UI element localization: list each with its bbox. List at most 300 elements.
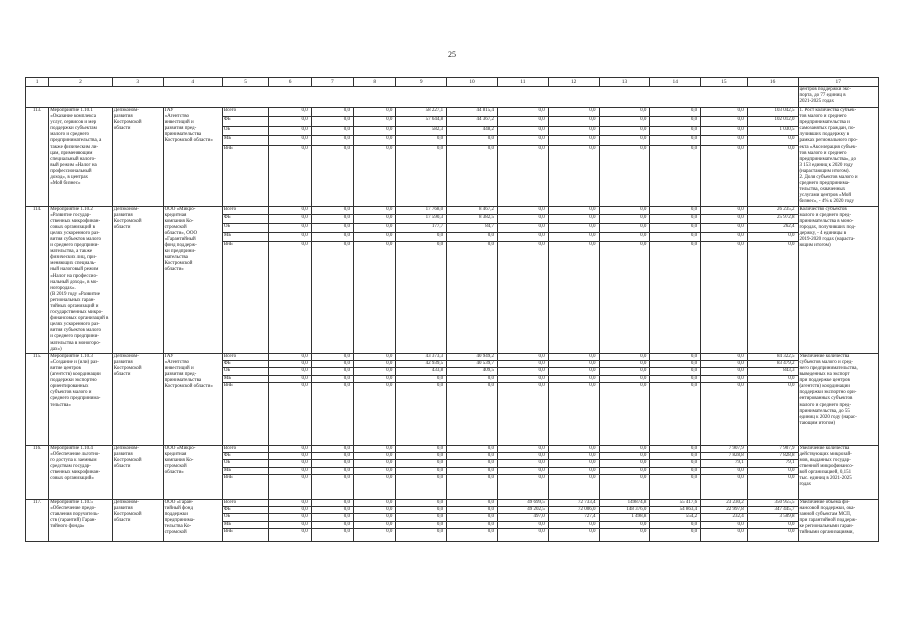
amount-cell: 0,0 [497,453,548,460]
amount-cell: 0,0 [747,375,798,382]
amount-cell: 232,4 [701,514,748,521]
amount-cell: 148 376,0 [599,507,650,514]
executor-cell: ООО «Микро- кредитная компания Ко- стромской области» [163,445,222,499]
amount-cell: 0,0 [548,117,599,126]
amount-cell: 0,0 [701,353,748,360]
expected-result-cell: 1. Рост количества субъек- тов малого и среднего предпринимательства и самозанятых граждан, по- лучивших поддержку в рамках регионального про- екта «Акселерация субъек- тов малого и среднего предпринимательства», до 3 153 единиц к 2020 году (нарастающим итогом). 2. Доля субъектов малого и среднего предпринима- тельства, охваченных услугами центров «Мой бизнес», - 4% к 2020 году [798,108,879,207]
funding-source-label: ФБ [222,215,269,224]
executor-cell: ГАУ «Агентство инвестиций и развития пред- принимательства Костромской области» [163,353,222,445]
amount-cell: 0,0 [650,445,701,452]
program-activities-table [25,77,879,542]
amount-cell: 0,0 [269,382,311,445]
funding-source-label: ВнБ [222,145,269,206]
amount-cell: 0,0 [701,528,748,541]
amount-cell: 55 417,6 [650,499,701,506]
amount-cell: 0,0 [747,382,798,445]
amount-cell: 448,2 [447,126,498,135]
measure-cell: Мероприятие 1.10.1 «Оказание комплекса услуг, сервисов и мер поддержки субъектам малого и среднего предпринимательства, а также физическим ли- цам, применяющим специальный налого- вый режим «Налог на профессиональный доход», в центрах «Мой бизнес» [49,108,112,207]
amount-cell: 0,0 [599,353,650,360]
amount-cell: 0,0 [701,126,748,135]
amount-cell: 0,0 [497,117,548,126]
amount-cell: 0,0 [311,145,353,206]
amount-cell: 0,0 [396,453,447,460]
amount-cell: 0,0 [311,375,353,382]
amount-cell: 0,0 [354,241,396,353]
continuation-cell: центров поддержки экс- порта, до 77 единиц в 2021-2025 годах [798,87,879,108]
amount-cell: 0,0 [354,361,396,368]
column-number-cell: 5 [222,78,269,87]
measure-cell: Мероприятие 1.10.4 «Обеспечение льготно- го доступа к заемным средствам государ- ственных микрофинан- совых организаций» [49,445,112,499]
amount-cell: 0,0 [497,361,548,368]
amount-cell: 0,0 [548,453,599,460]
amount-cell: 0,0 [548,474,599,499]
amount-cell: 0,0 [354,232,396,241]
amount-cell: 0,0 [701,361,748,368]
amount-cell: 0,0 [311,507,353,514]
funding-source-label: МБ [222,521,269,528]
amount-cell: 0,0 [701,117,748,126]
amount-cell: 0,0 [311,126,353,135]
amount-cell: 43 373,3 [396,353,447,360]
amount-cell: 0,0 [701,241,748,353]
funding-source-label: Всего [222,353,269,360]
amount-cell: 0,0 [497,474,548,499]
amount-cell: 1 030,5 [747,126,798,135]
department-cell: Депэконом- развития Костромской области [112,206,163,353]
amount-cell: 0,0 [599,136,650,145]
amount-cell: 0,0 [548,528,599,541]
department-cell: Депэконом- развития Костромской области [112,353,163,445]
amount-cell: 0,0 [311,232,353,241]
amount-cell: 0,0 [269,126,311,135]
funding-source-label: ВнБ [222,474,269,499]
funding-source-label: ОБ [222,460,269,467]
amount-cell: 25 972,8 [747,215,798,224]
amount-cell: 0,0 [747,474,798,499]
column-number-cell: 8 [354,78,396,87]
column-number-row [26,78,879,87]
amount-cell: 0,0 [447,445,498,452]
amount-cell: 54 863,4 [650,507,701,514]
amount-cell: 0,0 [269,224,311,233]
amount-cell: 0,0 [599,453,650,460]
amount-cell: 0,0 [311,215,353,224]
amount-cell: 0,0 [599,467,650,474]
funding-source-label: Всего [222,499,269,506]
amount-cell: 0,0 [269,460,311,467]
amount-cell: 40 539,7 [447,361,498,368]
amount-cell: 0,0 [747,136,798,145]
amount-cell: 0,0 [269,499,311,506]
amount-cell: 7 828,8 [747,453,798,460]
amount-cell: 7 828,8 [701,453,748,460]
amount-cell: 0,0 [548,145,599,206]
amount-cell: 0,0 [497,224,548,233]
column-number-cell: 16 [747,78,798,87]
amount-cell: 0,0 [269,353,311,360]
amount-cell: 0,0 [548,361,599,368]
department-cell: Депэконом- развития Костромской области [112,445,163,499]
amount-cell: 0,0 [497,375,548,382]
funding-source-label: МБ [222,375,269,382]
amount-cell: 843,3 [747,368,798,375]
amount-cell: 727,4 [548,514,599,521]
amount-cell: 0,0 [269,241,311,353]
measure-cell: Мероприятие 1.10.3 «Создание и (или) раз- витие центров (агентств) координации поддержки экспортно ориентированных субъектов малого и среднего предпринима- тельства» [49,353,112,445]
amount-cell: 8 467,2 [447,206,498,215]
table-row [26,206,879,215]
amount-cell: 0,0 [548,206,599,215]
amount-cell: 433,8 [396,368,447,375]
amount-cell: 0,0 [548,136,599,145]
amount-cell: 0,0 [747,145,798,206]
amount-cell: 0,0 [311,460,353,467]
amount-cell: 0,0 [701,145,748,206]
amount-cell: 0,0 [497,353,548,360]
amount-cell: 0,0 [599,474,650,499]
amount-cell: 84 322,5 [747,353,798,360]
amount-cell: 0,0 [354,353,396,360]
amount-cell: 0,0 [269,117,311,126]
amount-cell: 0,0 [548,368,599,375]
amount-cell: 0,0 [447,460,498,467]
expected-result-cell: Увеличение объема фи- нансовой поддержки, ока- занной субъектам МСП, при гарантийной поддерж- ке региональными гаран- тийными организациями, [798,499,879,541]
amount-cell: 0,0 [354,117,396,126]
amount-cell: 58 227,1 [396,108,447,117]
amount-cell: 0,0 [599,368,650,375]
amount-cell: 0,0 [396,528,447,541]
amount-cell: 83 479,2 [747,361,798,368]
expected-result-cell: Увеличение количества действующих микрозай- мов, выданных государ- ственной микрофинансо- вой организацией, 0,151 тыс. единиц в 2021-2025 годах [798,445,879,499]
column-number-cell: 3 [112,78,163,87]
amount-cell: 0,0 [497,467,548,474]
amount-cell: 0,0 [354,375,396,382]
row-number: 115. [26,353,49,445]
amount-cell: 0,0 [650,453,701,460]
amount-cell: 0,0 [269,145,311,206]
amount-cell: 0,0 [548,445,599,452]
amount-cell: 0,0 [311,382,353,445]
amount-cell: 17 590,3 [396,215,447,224]
amount-cell: 582,3 [396,126,447,135]
funding-source-label: ФБ [222,361,269,368]
amount-cell: 0,0 [747,241,798,353]
page-number: 25 [448,50,456,59]
amount-cell: 0,0 [396,382,447,445]
amount-cell: 0,0 [396,136,447,145]
amount-cell: 0,0 [396,241,447,353]
amount-cell: 0,0 [701,368,748,375]
column-number-cell: 10 [447,78,498,87]
amount-cell: 0,0 [650,382,701,445]
amount-cell: 0,0 [497,145,548,206]
column-number-cell: 14 [650,78,701,87]
amount-cell: 0,0 [269,206,311,215]
funding-source-label: Всего [222,445,269,452]
amount-cell: 0,0 [354,467,396,474]
amount-cell: 0,0 [650,215,701,224]
amount-cell: 0,0 [548,353,599,360]
amount-cell: 0,0 [497,215,548,224]
amount-cell: 0,0 [701,108,748,117]
amount-cell: 0,0 [447,145,498,206]
funding-source-label: ВнБ [222,382,269,445]
amount-cell: 0,0 [650,474,701,499]
amount-cell: 0,0 [548,232,599,241]
amount-cell: 44 367,2 [447,117,498,126]
amount-cell: 0,0 [269,445,311,452]
amount-cell: 0,0 [447,499,498,506]
column-number-cell: 4 [163,78,222,87]
funding-source-label: МБ [222,232,269,241]
amount-cell: 0,0 [311,206,353,215]
amount-cell: 0,0 [650,368,701,375]
amount-cell: 0,0 [650,375,701,382]
amount-cell: 49 202,5 [497,507,548,514]
amount-cell: 42 939,5 [396,361,447,368]
amount-cell: 0,0 [354,108,396,117]
department-cell: Депэконом- развития Костромской области [112,108,163,207]
amount-cell: 554,2 [650,514,701,521]
amount-cell: 497,0 [497,514,548,521]
amount-cell: 0,0 [548,108,599,117]
amount-cell: 0,0 [650,353,701,360]
amount-cell: 0,0 [269,514,311,521]
amount-cell: 0,0 [354,368,396,375]
amount-cell: 0,0 [447,136,498,145]
amount-cell: 0,0 [311,361,353,368]
amount-cell: 0,0 [447,507,498,514]
amount-cell: 177,7 [396,224,447,233]
column-number-cell: 12 [548,78,599,87]
table-row [26,445,879,452]
amount-cell: 103 042,5 [747,108,798,117]
amount-cell: 0,0 [396,514,447,521]
amount-cell: 0,0 [396,375,447,382]
amount-cell: 0,0 [447,474,498,499]
amount-cell: 0,0 [650,206,701,215]
executor-cell: ГАУ «Агентство инвестиций и развития пред- принимательства Костромской области» [163,108,222,207]
amount-cell: 0,0 [701,521,748,528]
amount-cell: 0,0 [311,453,353,460]
amount-cell: 0,0 [701,232,748,241]
amount-cell: 8 382,5 [447,215,498,224]
column-number-cell: 9 [396,78,447,87]
amount-cell: 0,0 [701,224,748,233]
column-number-cell: 13 [599,78,650,87]
funding-source-label: ОБ [222,514,269,521]
amount-cell: 0,0 [354,453,396,460]
amount-cell: 1 498,8 [599,514,650,521]
amount-cell: 0,0 [497,368,548,375]
table-body [26,78,879,542]
funding-source-label: ОБ [222,368,269,375]
amount-cell: 0,0 [354,460,396,467]
amount-cell: 0,0 [599,232,650,241]
amount-cell: 0,0 [497,108,548,117]
amount-cell: 0,0 [447,514,498,521]
funding-source-label: ФБ [222,453,269,460]
amount-cell: 0,0 [354,215,396,224]
amount-cell: 57 644,8 [396,117,447,126]
amount-cell: 0,0 [396,445,447,452]
amount-cell: 0,0 [747,528,798,541]
amount-cell: 0,0 [548,382,599,445]
column-number-cell: 1 [26,78,49,87]
amount-cell: 0,0 [354,514,396,521]
amount-cell: 0,0 [354,206,396,215]
amount-cell: 0,0 [497,232,548,241]
amount-cell: 0,0 [354,136,396,145]
amount-cell: 0,0 [599,361,650,368]
row-number: 114. [26,206,49,353]
amount-cell: 0,0 [447,453,498,460]
amount-cell: 0,0 [548,215,599,224]
amount-cell: 7 907,9 [747,445,798,452]
amount-cell: 0,0 [311,521,353,528]
amount-cell: 0,0 [497,126,548,135]
amount-cell: 0,0 [599,206,650,215]
amount-cell: 72 006,0 [548,507,599,514]
amount-cell: 0,0 [269,453,311,460]
amount-cell: 0,0 [650,108,701,117]
amount-cell: 0,0 [599,460,650,467]
amount-cell: 0,0 [599,224,650,233]
table-row [26,108,879,117]
amount-cell: 350 955,5 [747,499,798,506]
expected-result-cell: Количество субъектов малого и среднего пред- принимательства в моно- городах, получивших под- держку, - 4 единицы в 2019-2020 годах (нараста- ющим итогом) [798,206,879,353]
funding-source-label: ОБ [222,224,269,233]
amount-cell: 409,5 [447,368,498,375]
amount-cell: 0,0 [354,126,396,135]
amount-cell: 84,7 [447,224,498,233]
amount-cell: 0,0 [396,145,447,206]
amount-cell: 0,0 [311,108,353,117]
amount-cell: 0,0 [396,232,447,241]
amount-cell: 0,0 [311,514,353,521]
column-number-cell: 2 [49,78,112,87]
amount-cell: 0,0 [548,224,599,233]
amount-cell: 0,0 [599,241,650,353]
amount-cell: 0,0 [311,467,353,474]
amount-cell: 0,0 [548,521,599,528]
column-number-cell: 17 [798,78,879,87]
table-row [26,353,879,360]
amount-cell: 0,0 [354,145,396,206]
funding-source-label: Всего [222,108,269,117]
amount-cell: 0,0 [269,361,311,368]
amount-cell: 0,0 [269,108,311,117]
amount-cell: 0,0 [650,136,701,145]
amount-cell: 0,0 [497,241,548,353]
amount-cell: 0,0 [269,521,311,528]
amount-cell: 0,0 [497,521,548,528]
amount-cell: 0,0 [269,474,311,499]
funding-source-label: МБ [222,136,269,145]
amount-cell: 0,0 [650,361,701,368]
amount-cell: 0,0 [311,136,353,145]
amount-cell: 0,0 [269,368,311,375]
amount-cell: 0,0 [311,241,353,353]
continuation-row [26,87,879,108]
amount-cell: 0,0 [548,241,599,353]
amount-cell: 0,0 [354,445,396,452]
expected-result-cell: Увеличение количества субъектов малого и сред- него предпринимательства, выведенных на экспорт при поддержке центров (агентств) координации поддержки экспортно ори- ентированных субъектов малого и среднего пред- принимательства, до 55 единиц к 2020 году (нарас- тающим итогом) [798,353,879,445]
amount-cell: 0,0 [747,521,798,528]
measure-cell: Мероприятие 1.10.2 «Развитие государ- ственных микрофинан- совых организаций в целях ускоренного раз- вития субъектов малого и среднего предприни- мательства, а также физических лиц, при- меняющих специаль- ный налоговый режим «Налог на профессио- нальный доход», в мо- ногородах». (В 2019 году «Развитие региональных гаран- тийных организаций и государственных микро- финансовых организаций в целях ускоренного раз- вития субъектов малого и среднего предприни- мательства в моногоро- дах») [49,206,112,353]
amount-cell: 0,0 [599,126,650,135]
amount-cell: 49 699,5 [497,499,548,506]
amount-cell: 0,0 [354,382,396,445]
amount-cell: 3 509,8 [747,514,798,521]
amount-cell: 0,0 [599,521,650,528]
amount-cell: 79,1 [701,460,748,467]
amount-cell: 0,0 [447,241,498,353]
amount-cell: 0,0 [497,445,548,452]
amount-cell: 22 997,8 [701,507,748,514]
amount-cell: 0,0 [447,528,498,541]
amount-cell: 0,0 [599,117,650,126]
amount-cell: 44 815,4 [447,108,498,117]
amount-cell: 0,0 [396,521,447,528]
amount-cell: 0,0 [650,145,701,206]
amount-cell: 0,0 [650,528,701,541]
amount-cell: 72 733,4 [548,499,599,506]
row-number: 116. [26,445,49,499]
department-cell: Депэконом- развития Костромской области [112,499,163,541]
amount-cell: 0,0 [548,467,599,474]
amount-cell: 0,0 [269,215,311,224]
amount-cell: 0,0 [599,382,650,445]
amount-cell: 0,0 [269,136,311,145]
executor-cell: ООО «Гаран- тийный фонд поддержки предпринима- тельства Ко- стромской [163,499,222,541]
amount-cell: 0,0 [599,445,650,452]
amount-cell: 0,0 [599,145,650,206]
amount-cell: 0,0 [599,108,650,117]
amount-cell: 0,0 [548,460,599,467]
amount-cell: 0,0 [447,467,498,474]
amount-cell: 0,0 [447,232,498,241]
amount-cell: 0,0 [497,460,548,467]
amount-cell: 0,0 [701,136,748,145]
amount-cell: 0,0 [497,528,548,541]
funding-source-label: ФБ [222,117,269,126]
amount-cell: 0,0 [497,136,548,145]
amount-cell: 0,0 [447,521,498,528]
amount-cell: 0,0 [650,467,701,474]
column-number-cell: 15 [701,78,748,87]
amount-cell: 0,0 [311,368,353,375]
amount-cell: 0,0 [701,467,748,474]
row-number: 113. [26,108,49,207]
amount-cell: 0,0 [599,528,650,541]
amount-cell: 0,0 [269,528,311,541]
amount-cell: 0,0 [396,499,447,506]
amount-cell: 0,0 [311,474,353,499]
amount-cell: 0,0 [650,224,701,233]
amount-cell: 40 949,2 [447,353,498,360]
amount-cell: 0,0 [548,126,599,135]
amount-cell: 0,0 [650,521,701,528]
amount-cell: 0,0 [311,528,353,541]
amount-cell: 0,0 [311,353,353,360]
amount-cell: 0,0 [701,375,748,382]
amount-cell: 0,0 [311,224,353,233]
amount-cell: 0,0 [497,206,548,215]
amount-cell: 26 235,2 [747,206,798,215]
funding-source-label: ОБ [222,126,269,135]
measure-cell: Мероприятие 1.10.5 «Обеспечение предо- ставления поручитель- ств (гарантий) Гаран- тийного фонда» [49,499,112,541]
